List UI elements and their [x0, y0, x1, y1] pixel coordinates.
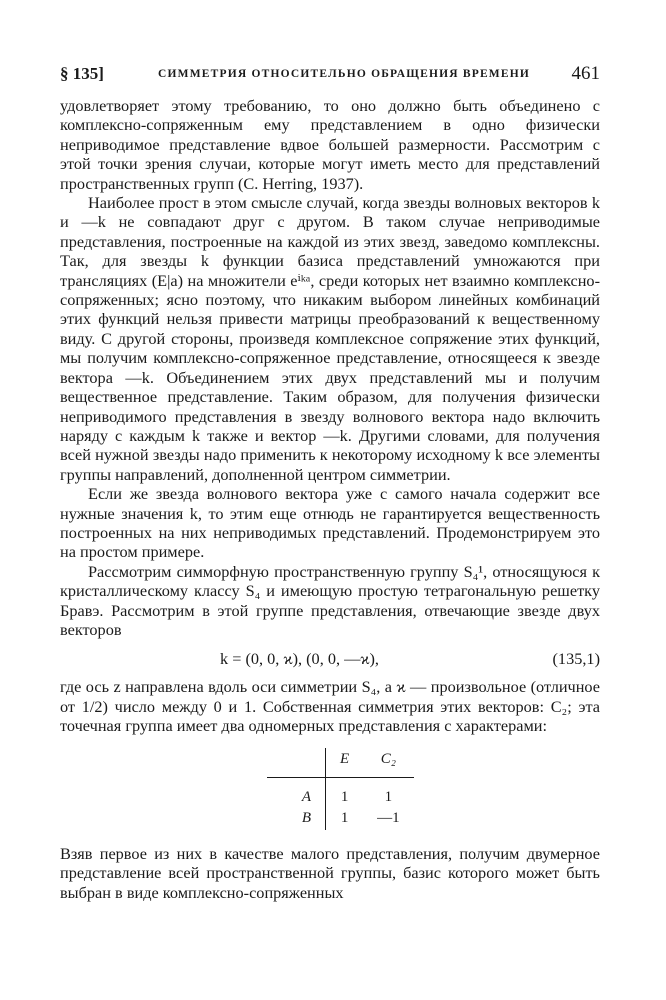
equation-135-1 — [60, 645, 600, 673]
page-number: 461 — [571, 63, 600, 84]
cell-b-c2: —1 — [377, 810, 400, 827]
paragraph-star-contains: Если же звезда волнового вектора уже с самого начала содержит все нужные значения k, то этим еще отнюдь не гарантируется вещественность построенных на них неприводимых представлений. Продемонстрируем это на простом примере. — [60, 484, 600, 562]
section-number: § 135] — [60, 64, 104, 83]
page-body — [60, 96, 600, 902]
paragraph-final: Взяв первое из них в качестве малого представления, получим двумерное представление всей пространственной группы, базис которого может быть выбран в виде комплексно-сопряженных — [60, 843, 600, 902]
paragraph-symmorphic-group: Рассмотрим симморфную пространственную группу S₄¹, относящуюся к кристаллическому классу S₄ и имеющую простую тетрагональную решетку Бравэ. Рассмотрим в этой группе представления, отвечающие звезде двух векторов — [60, 561, 600, 639]
character-table-row-b — [267, 808, 414, 829]
column-header-c2: C₂ — [363, 748, 414, 778]
running-header — [60, 60, 600, 88]
character-table-header — [267, 748, 414, 778]
cell-a-e: 1 — [340, 789, 349, 805]
character-table-row-a — [267, 778, 414, 809]
equation-expression: k = (0, 0, ϰ), (0, 0, —ϰ), — [220, 649, 380, 669]
paragraph-axis-description: где ось z направлена вдоль оси симметрии S₄, а ϰ — произвольное (отличное от 1/2) число между 0 и 1. Собственная симметрия этих векторов: C₂; эта точечная группа имеет два одномерных представления с характерами: — [60, 677, 600, 736]
row-label-a: A — [267, 778, 326, 809]
paragraph-continuation: удовлетворяет этому требованию, то оно должно быть объединено с комплексно-сопряженным ему представлением в одно физически неприводимое представление вдвое большей размерности. Рассмотрим с этой точки зрения случаи, которые могут иметь место для представлений пространственных групп (C. Herring, 1937). — [60, 96, 600, 193]
character-table — [267, 748, 414, 830]
character-table-corner — [267, 748, 326, 778]
column-header-e: E — [326, 748, 364, 778]
cell-b-e: 1 — [340, 810, 349, 827]
cell-a-c2: 1 — [384, 789, 393, 805]
paragraph-star-case: Наиболее прост в этом смысле случай, когда звезды волновых векторов k и —k не совпадают друг с другом. В таком случае неприводимые представления, построенные на каждой из этих звезд, заведомо комплексны. Так, для звезды k функции базиса представлений умножаются при трансляциях (E|a) на множители eⁱᵏᵃ, среди которых нет взаимно комплексно-сопряженных; ясно поэтому, что никаким выбором линейных комбинаций этих функций нельзя привести матрицы преобразований к вещественному виду. С другой стороны, произведя комплексное сопряжение этих функций, мы получим комплексно-сопряженное представление, относящееся к звезде вектора —k. Объединением этих двух представлений мы и получим вещественное представление. Таким образом, для получения физически неприводимого представления в звезду волнового вектора надо включить наряду с каждым k также и вектор —k. Другими словами, для получения всей нужной звезды надо применить к некоторому исходному k все элементы группы направлений, дополненной центром симметрии. — [60, 193, 600, 484]
row-label-b: B — [267, 808, 326, 829]
equation-number: (135,1) — [552, 649, 600, 669]
running-title: СИММЕТРИЯ ОТНОСИТЕЛЬНО ОБРАЩЕНИЯ ВРЕМЕНИ — [158, 68, 531, 80]
